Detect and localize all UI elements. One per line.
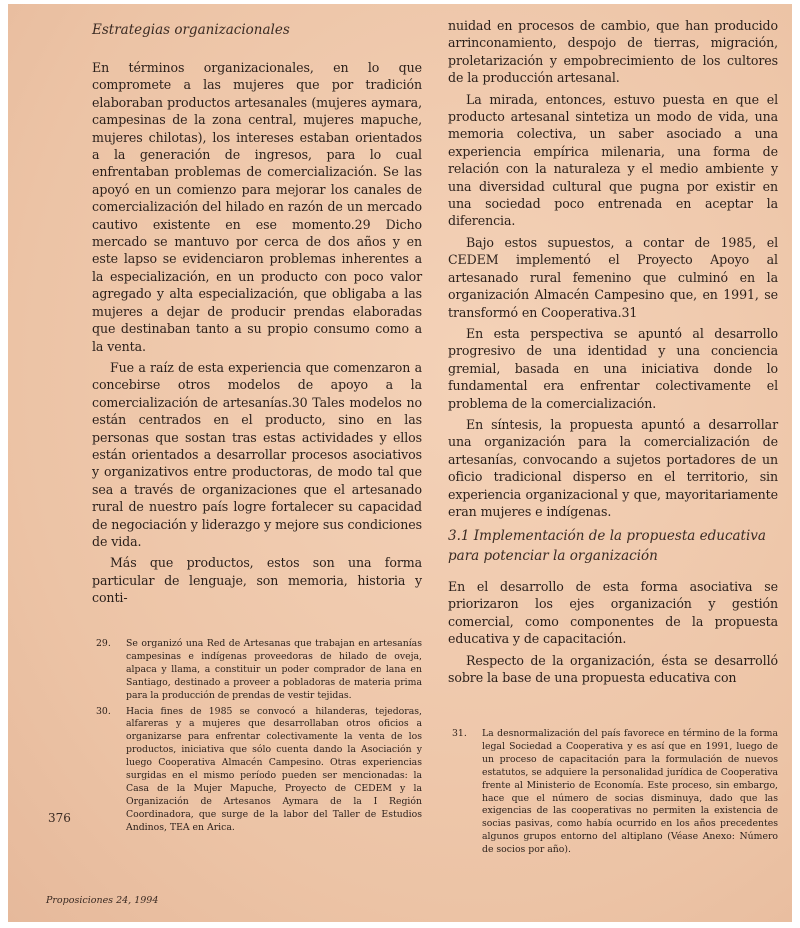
page-number: 376 [48,811,71,825]
document-page [8,4,792,922]
paragraph: Bajo estos supuestos, a contar de 1985, el CEDEM implementó el Proyecto Apoyo al artesanado rural femenino que culminó en la organización Almacén Campesino que, en 1991, se transformó en Cooperativa.31 [448,234,778,320]
footnote-number: 31. [452,728,467,739]
paragraph: En términos organizacionales, en lo que compromete a las mujeres que por tradición elaboraban productos artesanales (mujeres aymara, campesinas de la zona central, mujeres mapuche, mujeres chilotas), los intereses estaban orientados a la generación de ingresos, para lo cual enfrentaban problemas de comercialización. Se las apoyó en un comienzo para mejorar los canales de comercialización del hilado en razón de un mercado cautivo existente en ese momento.29 Dicho mercado se mantuvo por cerca de dos años y en este lapso se evidenciaron problemas inherentes a la especialización, en un producto con poco valor agregado y alta especialización, que obligaba a las mujeres a dejar de producir prendas elaboradas que destinaban tanto a su propio consumo como a la venta. [92,60,422,354]
footnote-text: Hacia fines de 1985 se convocó a hilanderas, tejedoras, alfareras y a mujeres que desarrollaban otros oficios a organizarse para enfrentar colectivamente la venta de los productos, iniciativa que sólo cuenta dando la Asociación y luego Cooperativa Almacén Campesino. Otras experiencias surgidas en el mismo período pueden ser mencionadas: la Casa de la Mujer Mapuche, Proyecto de CEDEM y la Organización de Artesanos Aymara de la I Región Coordinadora, que surge de la labor del Taller de Estudios Andinos, TEA en Arica. [126,705,422,833]
footnote [448,728,778,857]
paragraph: nuidad en procesos de cambio, que han producido arrinconamiento, despojo de tierras, migración, proletarización y empobrecimiento de los cultores de la producción artesanal. [448,18,778,86]
section-heading-left: Estrategias organizacionales [92,22,290,38]
left-column [92,59,422,611]
right-column-bottom [448,578,778,690]
paragraph: Más que productos, estos son una forma particular de lenguaje, son memoria, historia y conti- [92,555,422,606]
paragraph: En síntesis, la propuesta apuntó a desarrollar una organización para la comercialización de artesanías, convocando a sujetos portadores de un oficio tradicional disperso en el territorio, sin experiencia organizacional y que, mayoritariamente eran mujeres e indígenas. [448,416,778,519]
footnotes-right [448,728,778,860]
footnote-number: 30. [96,705,111,717]
right-column [448,17,778,524]
footnote-text: La desnormalización del país favorece en término de la forma legal Sociedad a Cooperativa y es así que en 1991, luego de un proceso de capacitación para la formulación de nuevos estatutos, se adquiere la personalidad jurídica de Cooperativa frente al Ministerio de Economía. Este proceso, sin embargo, hace que el número de socias disminuya, dado que las exigencias de las cooperativas no permiten la existencia de socias pasivas, como había ocurrido en los años precedentes algunos grupos entorno del altiplano (Véase Anexo: Número de socios por año). [482,728,778,856]
running-footer: Proposiciones 24, 1994 [46,895,159,906]
paragraph: Respecto de la organización, ésta se desarrolló sobre la base de una propuesta educativa con [448,652,778,686]
paragraph: Fue a raíz de esta experiencia que comenzaron a concebirse otros modelos de apoyo a la comercialización de artesanías.30 Tales modelos no están centrados en el producto, sino en las personas que sostan tras estas actividades y ellos están orientados a desarrollar procesos asociativos y organizativos entre productoras, de modo tal que sea a través de organizaciones que el artesanado rural de nuestro país logre fortalecer su capacidad de negociación y liderazgo y mejore sus condiciones de vida. [92,359,422,549]
paragraph: La mirada, entonces, estuvo puesta en que el producto artesanal sintetiza un modo de vida, una memoria colectiva, un saber asociado a una experiencia empírica milenaria, una forma de relación con la naturaleza y el medio ambiente y una diversidad cultural que pugna por existir en una sociedad poco entrenada en aceptar la diferencia. [448,91,778,229]
section-heading-right: 3.1 Implementación de la propuesta educativa para potenciar la organización [448,528,766,564]
footnotes-left [92,638,422,838]
paragraph: En el desarrollo de esta forma asociativa se priorizaron los ejes organización y gestión comercial, como componentes de la propuesta educativa y de capacitación. [448,579,778,647]
paragraph: En esta perspectiva se apuntó al desarrollo progresivo de una identidad y una conciencia gremial, basada en una iniciativa donde lo fundamental era enfrentar colectivamente el problema de la comercialización. [448,325,778,411]
footnote-number: 29. [96,638,111,649]
footnote [92,638,422,703]
footnote-text: Se organizó una Red de Artesanas que trabajan en artesanías campesinas e indígenas proveedoras de hilado de oveja, alpaca y llama, a constituir un poder comprador de lana en Santiago, destinado a proveer a pobladoras de materia prima para la producción de prendas de vestir tejidas. [126,638,422,701]
footnote [92,706,422,835]
